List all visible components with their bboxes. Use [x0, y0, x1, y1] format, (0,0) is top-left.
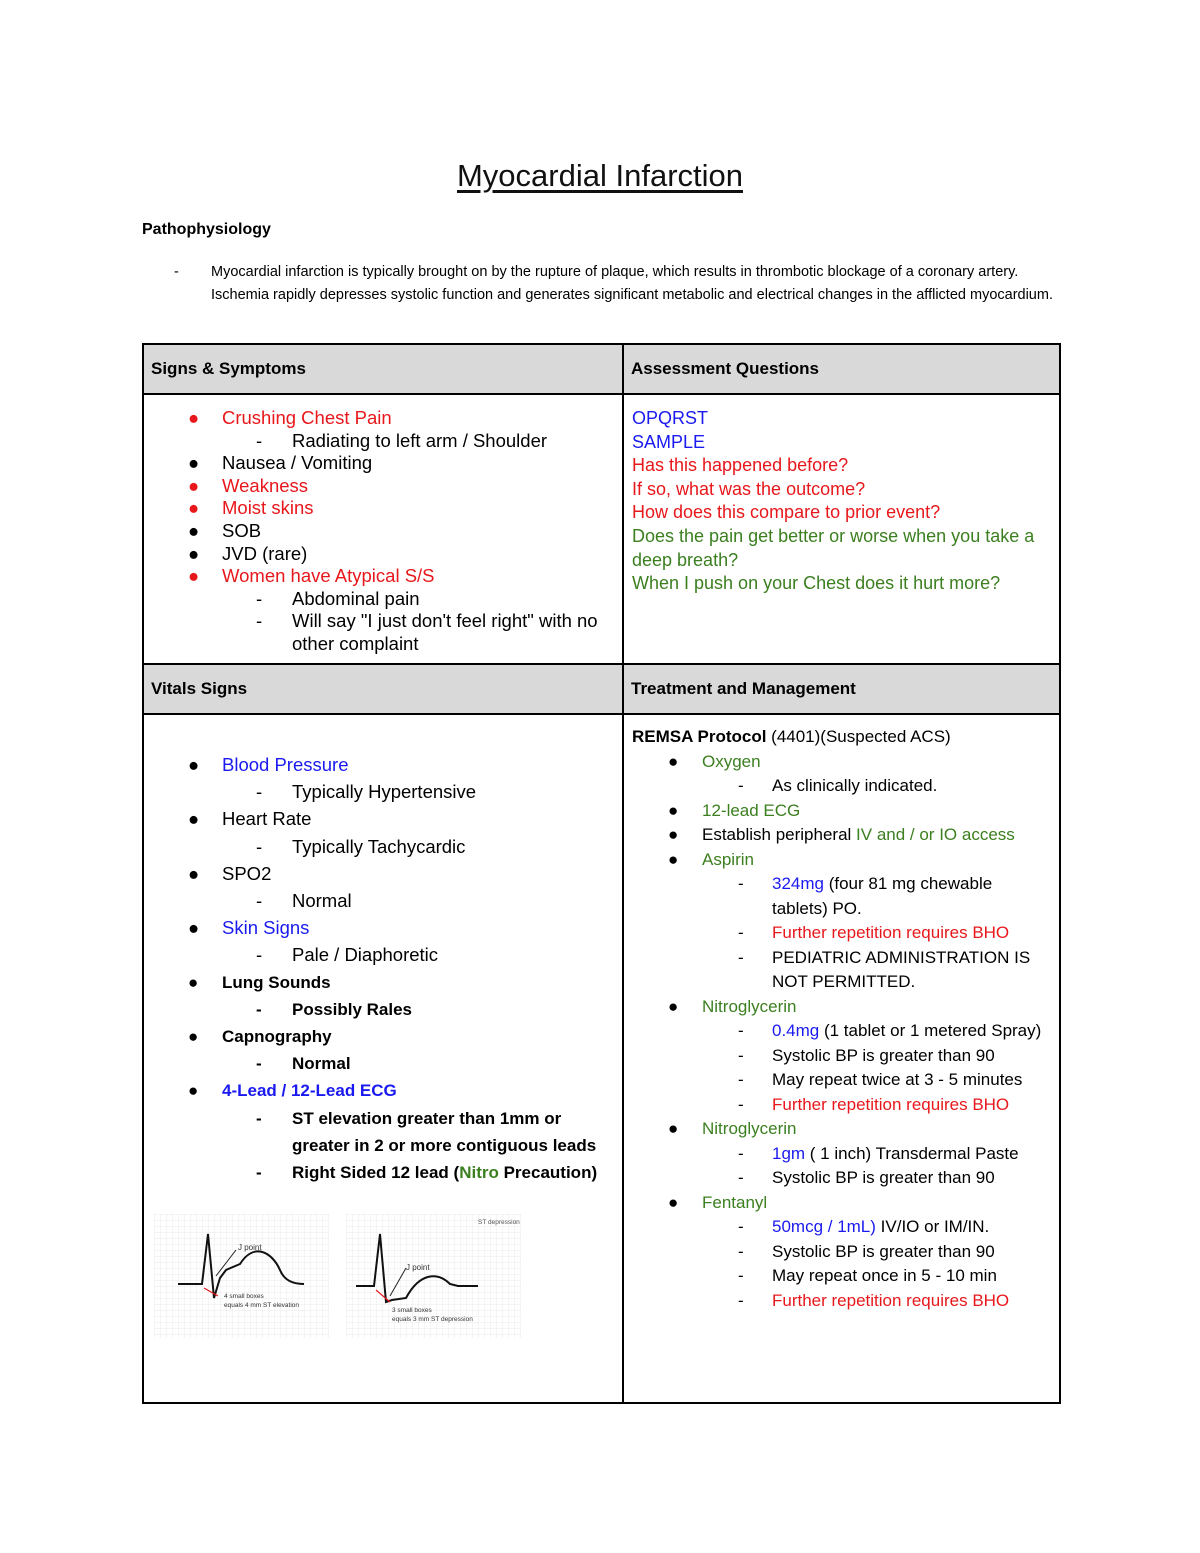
dash-icon: - — [738, 776, 744, 795]
dash-icon: - — [738, 1021, 744, 1040]
dose-text: 50mcg / 1mL) — [772, 1217, 876, 1236]
treatment-content — [624, 715, 1059, 1313]
dash-icon: - — [738, 1290, 744, 1310]
bullet-icon: ● — [188, 407, 200, 428]
dash-icon: - — [256, 835, 263, 857]
list-item — [144, 588, 622, 611]
treatment-text: (1 tablet or 1 metered Spray) — [819, 1021, 1042, 1040]
dash-icon: - — [256, 1054, 262, 1074]
dash-icon: - — [256, 781, 263, 803]
sign-text: Radiating to left arm / Shoulder — [292, 429, 548, 451]
list-item — [632, 823, 1051, 848]
warning-text: Further repetition requires BHO — [772, 923, 1010, 942]
list-item — [144, 430, 622, 453]
treatment-header: Treatment and Management — [623, 664, 1060, 714]
vital-text: Normal — [292, 1054, 351, 1074]
page-title: Myocardial Infarction — [456, 158, 743, 193]
list-item — [632, 1240, 1051, 1265]
ecg-st-elevation-image — [154, 1214, 329, 1338]
dash-marker: - — [174, 264, 179, 280]
treatment-text: IV — [856, 825, 873, 844]
vital-text: SPO2 — [222, 862, 272, 884]
bullet-icon: ● — [188, 497, 200, 519]
list-item — [144, 1105, 622, 1159]
nitro-text: Nitro — [459, 1163, 499, 1183]
list-item — [144, 996, 622, 1023]
dash-icon: - — [256, 1163, 262, 1183]
list-item — [632, 872, 1051, 921]
list-item — [144, 520, 622, 543]
treatment-text: IV/IO or IM/IN. — [875, 1217, 990, 1236]
dash-icon: - — [738, 1241, 744, 1261]
ecg-label: equals 4 mm ST elevation — [224, 1302, 300, 1310]
list-item — [144, 610, 622, 655]
dash-icon: - — [738, 1094, 744, 1114]
dash-icon: - — [738, 1168, 744, 1187]
bullet-icon: ● — [188, 452, 200, 474]
list-item — [144, 833, 622, 860]
bullet-icon: ● — [188, 1027, 199, 1047]
treatment-list — [632, 750, 1051, 1314]
warning-text: Further repetition requires BHO — [772, 1094, 1010, 1114]
list-item — [632, 1289, 1051, 1314]
signs-list — [144, 395, 622, 656]
sign-text: Crushing Chest Pain — [222, 407, 392, 428]
list-item — [632, 1068, 1051, 1093]
list-item — [144, 475, 622, 498]
assessment-header: Assessment Questions — [623, 344, 1060, 394]
list-item — [144, 565, 622, 588]
list-item — [144, 497, 622, 520]
list-item — [144, 751, 622, 778]
treatment-text: Fentanyl — [702, 1192, 768, 1212]
ecg-label: ST depression — [478, 1219, 520, 1227]
vitals-header: Vitals Signs — [143, 664, 623, 714]
dash-icon: - — [738, 1217, 744, 1236]
ecg-st-depression-image — [346, 1214, 521, 1338]
treatment-cell — [623, 714, 1060, 1403]
list-item — [632, 1044, 1051, 1069]
treatment-text: Systolic BP is greater than 90 — [772, 1241, 995, 1261]
bullet-icon: ● — [188, 754, 200, 775]
sign-text: Moist skins — [222, 497, 314, 519]
list-item — [144, 778, 622, 805]
dose-text: 1gm — [772, 1143, 806, 1163]
list-item — [144, 941, 622, 968]
ecg-label: J point — [238, 1243, 262, 1253]
list-item — [632, 1264, 1051, 1289]
list-item — [632, 1117, 1051, 1142]
sign-text: Will say "I just don't feel right" with no other complaint — [292, 610, 598, 654]
list-item — [144, 452, 622, 475]
pathophysiology-paragraph — [174, 261, 1074, 306]
list-item — [632, 750, 1051, 775]
list-item — [144, 1050, 622, 1077]
bullet-icon: ● — [668, 996, 679, 1016]
bullet-icon: ● — [188, 972, 199, 992]
sign-text: SOB — [222, 519, 262, 541]
dash-icon: - — [738, 1045, 744, 1065]
ecg-label: equals 3 mm ST depression — [392, 1316, 473, 1324]
treatment-text: Systolic BP is greater than 90 — [772, 1168, 995, 1187]
list-item — [632, 1093, 1051, 1118]
signs-cell — [143, 394, 623, 664]
warning-text: Further repetition requires BHO — [772, 1290, 1010, 1310]
ecg-label: 4 small boxes — [224, 1293, 264, 1301]
treatment-text: Aspirin — [702, 849, 754, 869]
bullet-icon: ● — [668, 1119, 679, 1138]
treatment-text: Systolic BP is greater than 90 — [772, 1045, 995, 1065]
list-item — [632, 799, 1051, 824]
ecg-label: J point — [406, 1263, 430, 1273]
vital-text: Possibly Rales — [292, 999, 413, 1019]
treatment-text: Establish peripheral — [702, 825, 857, 844]
list-item — [632, 946, 1051, 995]
dash-icon: - — [738, 1143, 744, 1163]
treatment-text: PEDIATRIC ADMINISTRATION IS NOT PERMITTED. — [772, 947, 1031, 991]
bullet-icon: ● — [188, 862, 200, 884]
list-item — [632, 1019, 1051, 1044]
dose-text: 0.4mg — [772, 1021, 820, 1040]
bullet-icon: ● — [188, 542, 200, 564]
vital-text: Heart Rate — [222, 808, 312, 830]
assessment-cell — [623, 394, 1060, 664]
list-item — [144, 1159, 622, 1186]
assessment-item: Has this happened before? — [632, 455, 849, 476]
list-item — [144, 887, 622, 914]
bullet-icon: ● — [668, 800, 679, 820]
list-item — [144, 1023, 622, 1050]
vitals-cell — [143, 714, 623, 1403]
list-item — [632, 995, 1051, 1020]
list-item — [144, 860, 622, 887]
treatment-text: and / or — [872, 825, 940, 844]
list-item — [632, 1166, 1051, 1191]
bullet-icon: ● — [188, 474, 200, 496]
list-item — [144, 969, 622, 996]
bullet-icon: ● — [668, 751, 679, 771]
vital-text: ST elevation greater than 1mm or greater in 2 or more contiguous leads — [292, 1108, 597, 1155]
mi-table — [142, 343, 1061, 1404]
dash-icon: - — [738, 923, 744, 942]
bullet-icon: ● — [188, 519, 200, 541]
dash-icon: - — [738, 947, 744, 967]
assessment-list — [624, 395, 1059, 596]
treatment-text: 12-lead ECG — [702, 800, 801, 820]
list-item — [144, 543, 622, 566]
list-item — [144, 805, 622, 832]
sign-text: Women have Atypical S/S — [222, 565, 435, 587]
list-item — [144, 1077, 622, 1104]
dash-icon: - — [256, 429, 263, 451]
ecg-images — [144, 1214, 622, 1354]
vital-text: 4-Lead / 12-Lead ECG — [222, 1081, 397, 1101]
list-item — [144, 914, 622, 941]
list-item — [144, 407, 622, 430]
protocol-detail: (4401)(Suspected ACS) — [766, 727, 951, 746]
sign-text: Abdominal pain — [292, 587, 420, 609]
bullet-icon: ● — [668, 1192, 679, 1212]
bullet-icon: ● — [668, 825, 679, 844]
signs-header: Signs & Symptoms — [143, 344, 623, 394]
treatment-text: May repeat twice at 3 - 5 minutes — [772, 1070, 1023, 1089]
sign-text: JVD (rare) — [222, 542, 308, 564]
vital-text: Precaution) — [498, 1163, 598, 1183]
treatment-text: Nitroglycerin — [702, 996, 797, 1016]
protocol-name: REMSA Protocol — [632, 727, 767, 746]
bullet-icon: ● — [668, 849, 679, 869]
pathophysiology-heading: Pathophysiology — [142, 221, 271, 238]
ecg-grid — [154, 1214, 329, 1338]
assessment-item: How does this compare to prior event? — [632, 502, 941, 523]
list-item — [632, 1142, 1051, 1167]
vital-text: Typically Tachycardic — [292, 835, 466, 857]
treatment-text: IO access — [939, 825, 1015, 844]
vital-text: Capnography — [222, 1027, 332, 1047]
dose-text: 324mg — [772, 874, 824, 893]
sign-text: Nausea / Vomiting — [222, 452, 373, 474]
list-item — [632, 921, 1051, 946]
pathophysiology-text: Myocardial infarction is typically brought on by the rupture of plaque, which results in thrombotic blockage of a coronary artery. Ischemia rapidly depresses systolic function and generates significant metabolic and electrical changes in the afflicted myocardium. — [211, 264, 1053, 303]
protocol-line — [632, 725, 1051, 750]
vital-text: Typically Hypertensive — [292, 781, 477, 803]
list-item — [632, 774, 1051, 799]
list-item — [632, 848, 1051, 873]
assessment-item: Does the pain get better or worse when you take a deep breath? — [632, 525, 1035, 570]
assessment-item: OPQRST — [632, 408, 709, 428]
dash-icon: - — [738, 1266, 744, 1285]
sign-text: Weakness — [222, 474, 309, 496]
treatment-text: (four 81 mg chewable tablets) PO. — [772, 874, 993, 918]
list-item — [632, 1191, 1051, 1216]
dash-icon: - — [738, 1070, 744, 1089]
ecg-label: 3 small boxes — [392, 1307, 432, 1315]
assessment-item: When I push on your Chest does it hurt more? — [632, 573, 1001, 594]
vital-text: Normal — [292, 890, 352, 912]
bullet-icon: ● — [188, 917, 200, 939]
vital-text: Blood Pressure — [222, 754, 349, 775]
treatment-text: ( 1 inch) Transdermal Paste — [805, 1143, 1019, 1163]
vital-text: Lung Sounds — [222, 972, 331, 992]
assessment-item: If so, what was the outcome? — [632, 478, 866, 499]
treatment-text: May repeat once in 5 - 10 min — [772, 1266, 997, 1285]
bullet-icon: ● — [188, 565, 200, 587]
treatment-text: Nitroglycerin — [702, 1119, 797, 1138]
dash-icon: - — [256, 587, 263, 609]
vital-text: Skin Signs — [222, 917, 310, 939]
list-item — [632, 1215, 1051, 1240]
dash-icon: - — [256, 890, 263, 912]
dash-icon: - — [256, 999, 262, 1019]
dash-icon: - — [256, 610, 263, 632]
dash-icon: - — [256, 1108, 262, 1128]
dash-icon: - — [738, 874, 744, 893]
treatment-text: Oxygen — [702, 751, 761, 771]
vitals-list — [144, 715, 622, 1186]
assessment-item: SAMPLE — [632, 431, 706, 452]
bullet-icon: ● — [188, 1081, 199, 1101]
dash-icon: - — [256, 944, 263, 966]
vital-text: Right Sided 12 lead ( — [292, 1163, 460, 1183]
vital-text: Pale / Diaphoretic — [292, 944, 439, 966]
bullet-icon: ● — [188, 808, 200, 830]
treatment-text: As clinically indicated. — [772, 776, 938, 795]
